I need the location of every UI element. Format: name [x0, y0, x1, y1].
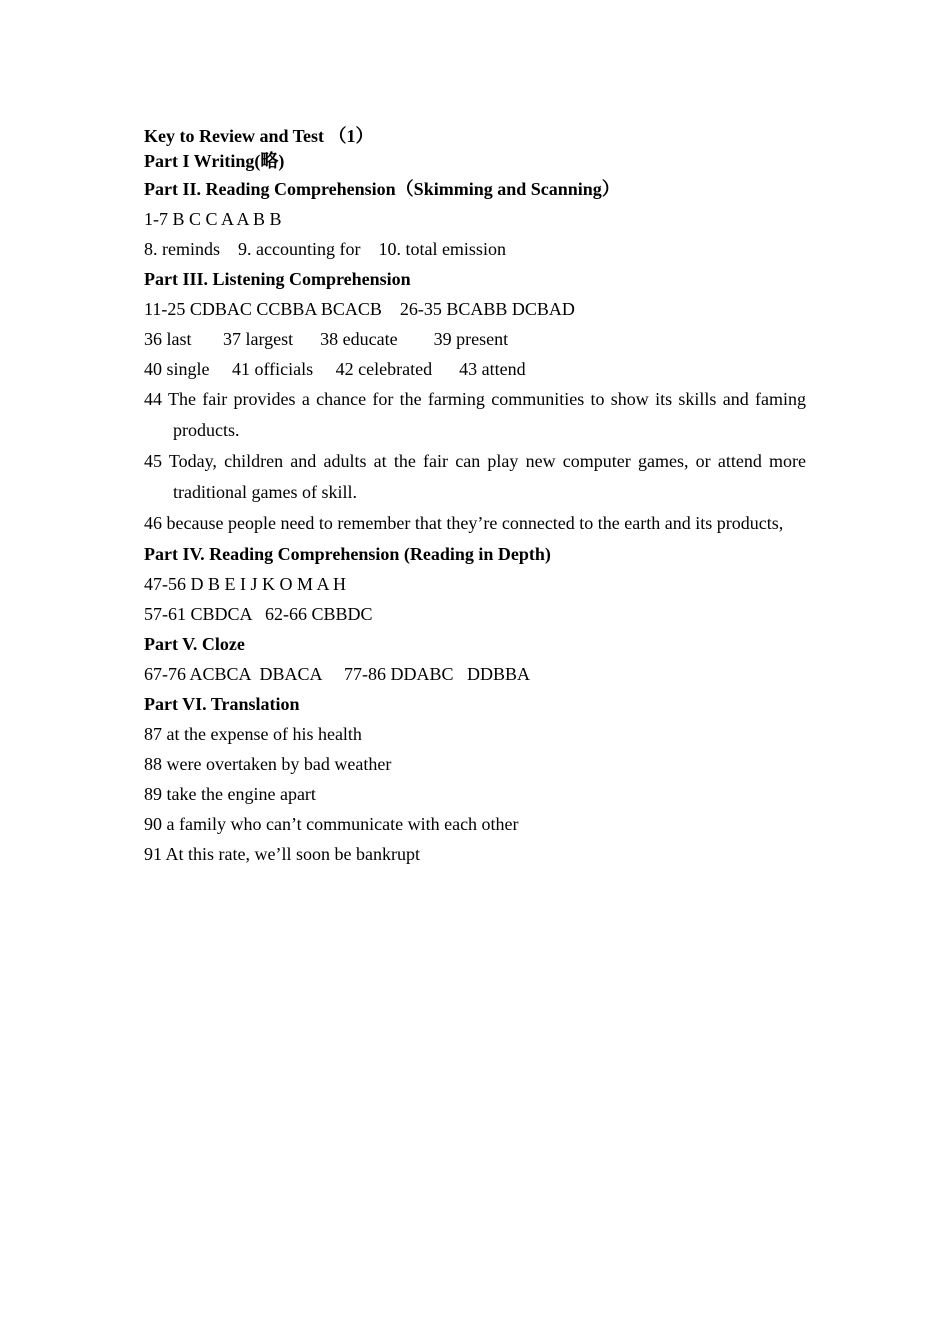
part3-answers-40-43: 40 single 41 officials 42 celebrated 43 attend — [144, 359, 526, 379]
document-title: Key to Review and Test （1） — [144, 126, 374, 146]
part3-heading: Part III. Listening Comprehension — [144, 269, 411, 289]
part6-answer-88: 88 were overtaken by bad weather — [144, 754, 392, 774]
part6-answer-90: 90 a family who can’t communicate with each other — [144, 814, 519, 834]
part3-answer-45: 45 Today, children and adults at the fair can play new computer games, or attend more traditional games of skill. — [144, 451, 806, 502]
part2-heading: Part II. Reading Comprehension（Skimming and Scanning） — [144, 179, 620, 199]
part3-answers-36-39: 36 last 37 largest 38 educate 39 present — [144, 329, 509, 349]
part6-heading: Part VI. Translation — [144, 694, 300, 714]
answer-key-document — [144, 124, 806, 869]
part5-answers-67-86: 67-76 ACBCA DBACA 77-86 DDABC DDBBA — [144, 664, 531, 684]
part6-answer-89: 89 take the engine apart — [144, 784, 316, 804]
part1-heading: Part I Writing(略) — [144, 151, 285, 171]
part3-answers-11-35: 11-25 CDBAC CCBBA BCACB 26-35 BCABB DCBAD — [144, 299, 575, 319]
part2-answers-1-7: 1-7 B C C A A B B — [144, 209, 282, 229]
part2-answers-8-10: 8. reminds 9. accounting for 10. total emission — [144, 239, 506, 259]
part6-answer-87: 87 at the expense of his health — [144, 724, 362, 744]
part3-answer-46: 46 because people need to remember that they’re connected to the earth and its products, — [144, 513, 784, 533]
part4-answers-57-66: 57-61 CBDCA 62-66 CBBDC — [144, 604, 373, 624]
part5-heading: Part V. Cloze — [144, 634, 245, 654]
part4-heading: Part IV. Reading Comprehension (Reading in Depth) — [144, 544, 551, 564]
part4-answers-47-56: 47-56 D B E I J K O M A H — [144, 574, 347, 594]
part6-answer-91: 91 At this rate, we’ll soon be bankrupt — [144, 844, 420, 864]
part3-answer-44: 44 The fair provides a chance for the farming communities to show its skills and faming products. — [144, 389, 806, 440]
